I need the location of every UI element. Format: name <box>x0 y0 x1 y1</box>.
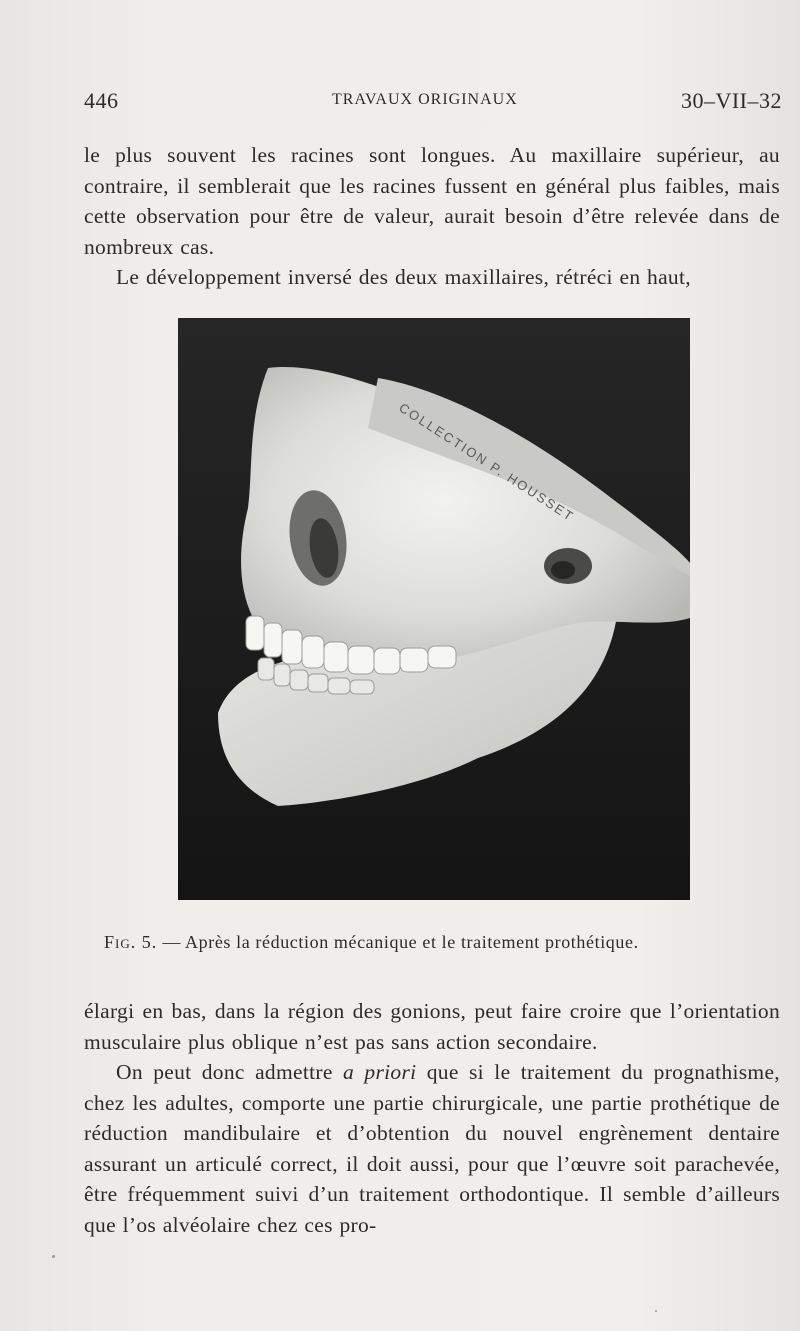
inscription-text: COLLECTION P. HOUSSET <box>396 399 578 525</box>
issue-date: 30–VII–32 <box>680 88 782 113</box>
caption-text: — Après la réduction mécanique et le traitement prothétique. <box>162 932 639 952</box>
running-head <box>84 88 782 116</box>
running-title: TRAVAUX ORIGINAUX <box>332 91 518 108</box>
paragraph-1: le plus souvent les racines sont longues. Au maxillaire supérieur, au contraire, il semblerait que les racines fussent en général plus faibles, mais cette observation pour être de valeur, aurait besoin d’être relevée dans de nombreux cas. <box>84 143 780 259</box>
text-block-top <box>84 140 780 293</box>
skull-illustration <box>178 318 690 900</box>
text-block-bottom <box>84 996 780 1240</box>
paragraph-2: Le développement inversé des deux maxillaires, rétréci en haut, <box>116 265 691 289</box>
page-number: 446 <box>84 88 119 113</box>
skull-photograph <box>178 318 690 900</box>
paragraph-4 <box>84 1057 780 1240</box>
paragraph-4-italic: a priori <box>343 1060 417 1084</box>
caption-label: Fig. 5. <box>104 932 158 952</box>
paper-speck <box>52 1255 55 1258</box>
paragraph-4-start: On peut donc admettre <box>116 1060 344 1084</box>
paper-speck <box>655 1310 657 1312</box>
paragraph-3: élargi en bas, dans la région des gonions, peut faire croire que l’orientation musculaire plus oblique n’est pas sans action secondaire. <box>84 999 780 1054</box>
paragraph-4-rest: que si le traitement du prognathisme, chez les adultes, comporte une partie chirurgicale, une partie prothétique de réduction mandibulaire et d’obtention du nouvel engrènement dentaire assurant un articulé correct, il doit aussi, pour que l’œuvre soit parachevée, être fréquemment suivi d’un traitement orthodontique. Il semble d’ailleurs que l’os alvéolaire chez ces pro- <box>84 1060 780 1237</box>
figure-caption <box>104 932 764 953</box>
